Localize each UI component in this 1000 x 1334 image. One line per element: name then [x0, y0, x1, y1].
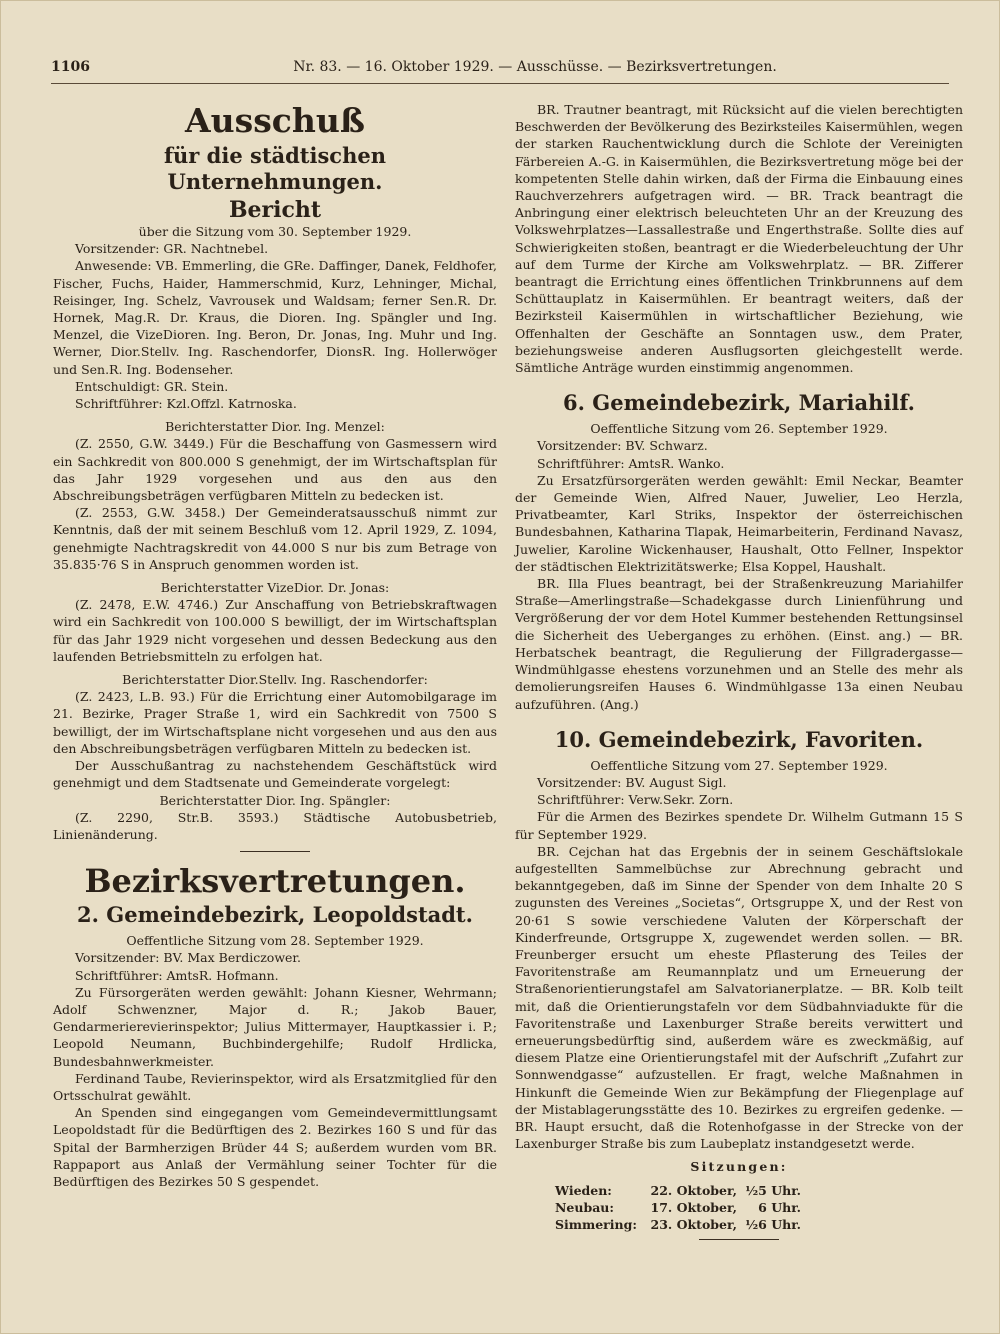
district-paragraph: BR. Cejchan hat das Ergebnis der in seinem Geschäftslokale aufgestellten Sammelbüchse zur Abrechnung gebracht und bekanntgegeben, daß im Sinne der Spender von dem Inhalte 20 S zugunsten des Vereines „Societas“, Ortsgruppe X, und der Rest von 20·61 S sowie verschiedene Valuten der Körperschaft der Kinderfreunde, Ortsgruppe X, zugewendet werden sollen. — BR. Freunberger ersucht um eheste Pflasterung des Teiles der Favoritenstraße am Reumannplatz und um Erneuerung der Straßenorientierungstafel am Salvatorianerplatze. — BR. Kolb teilt mit, daß die Orientierungstafeln vor dem Südbahnviadukte für die Favoritenstraße und Laxenburger Straße bereits verwittert und erneuerungsbedürftig sind, außerdem wäre es zweckmäßig, auf diesem Platze eine Orientierungstafel mit der Aufschrift „Zufahrt zur Sonnwendgasse“ aufzustellen. Er fragt, welche Maßnahmen in Hinkunft die Gemeinde Wien zur Bekämpfung der Fliegenplage auf der Mistablagerungsstätte des 10. Bezirkes zu ergreifen gedenke. — BR. Haupt ersucht, daß die Rotenhofgasse in der Strecke von der Laxenburger Straße bis zum Laubeplatz instandgesetzt werde.	[515, 843, 963, 1152]
session-place: Simmering:	[555, 1216, 637, 1232]
reporter-heading: Berichterstatter Dior. Ing. Spängler:	[159, 792, 391, 808]
district-title: 10. Gemeindebezirk, Favoriten.	[554, 726, 924, 752]
end-rule	[699, 1239, 779, 1240]
section-title: Bezirksvertretungen.	[84, 862, 466, 901]
district-paragraph: Zu Ersatzfürsorgeräten werden gewählt: Emil Neckar, Beamter der Gemeinde Wien, Alfred Nauer, Juwelier, Leo Herzla, Privatbeamter, Karl Striks, Inspektor der österreichischen Bundesbahnen, Katharina Tlapak, Heimarbeiterin, Ferdinand Navasz, Juwelier, Karoline Wickenhauser, Haushalt, Otto Fellner, Inspektor der städtischen Elektrizitätswerke; Elsa Koppel, Haushalt.	[515, 472, 963, 574]
committee-subtitle: für die städtischen Unternehmungen.	[163, 143, 386, 194]
district-session: Oeffentliche Sitzung vom 28. September 1929.	[126, 933, 424, 949]
district-paragraph: Ferdinand Taube, Revierinspektor, wird als Ersatzmitglied für den Ortsschulrat gewählt.	[53, 1070, 497, 1103]
excused-line: Entschuldigt: GR. Stein.	[75, 378, 229, 394]
session-row	[555, 1216, 963, 1233]
header-rule	[51, 83, 949, 84]
session-date: über die Sitzung vom 30. September 1929.	[138, 224, 412, 239]
district-paragraph: BR. Trautner beantragt, mit Rücksicht auf die vielen berechtigten Beschwerden der Bevölkerung des Bezirksteiles Kaisermühlen, wegen der starken Rauchentwicklung durch die Schlote der Vereinigten Färbereien A.-G. in Kaisermühlen, die Bezirksvertretung möge bei der kompetenten Stelle dahin wirken, daß der Firma die Einbauung eines Rauchverzehrers aufgetragen wird. — BR. Track beantragt die Anbringung einer elektrisch beleuchteten Uhr an der Kreuzung des Volkswehrplatzes—Lassallestraße und Engerthstraße. Sollte dies auf Schwierigkeiten stoßen, beantragt er die Wiederbeleuchtung der Uhr auf dem Turme der Kirche am Volkswehrplatz. — BR. Zifferer beantragt die Errichtung eines öffentlichen Trinkbrunnens auf dem Schüttauplatz in Kaisermühlen. Er beantragt weiters, daß der Bezirksteil Kaisermühlen in wirtschaftlicher Beziehung, wie Offenhalten der Geschäfte an Sonntagen usw., dem Prater, beziehungsweise anderen Ausflugsorten gleichgestellt werde. Sämtliche Anträge wurden einstimmig angenommen.	[515, 102, 963, 376]
session-date: 23. Oktober,	[650, 1216, 737, 1232]
district-paragraph: BR. Illa Flues beantragt, bei der Straßenkreuzung Mariahilfer Straße—Amerlingstraße—Schadekgasse durch Linienführung und Vergrößerung der vor dem Hotel Kummer bestehenden Rettungsinsel die Sicherheit des Ueberganges zu erhöhen. (Einst. ang.) — BR. Herbatschek beantragt, die Regulierung der Fillgradergasse—Windmühlgasse ehestens vorzunehmen und an Stelle des mehr als demolierungsreifen Hauses 6. Windmühlgasse 13a einen Neubau aufzuführen. (Ang.)	[515, 576, 963, 712]
page-number: 1106	[51, 59, 90, 75]
session-time: ½6 Uhr.	[745, 1216, 801, 1232]
session-time: ½5 Uhr.	[745, 1182, 801, 1198]
district-session: Oeffentliche Sitzung vom 27. September 1929.	[590, 757, 888, 773]
district-title: 2. Gemeindebezirk, Leopoldstadt.	[77, 902, 473, 928]
item-paragraph: (Z. 2478, E.W. 4746.) Zur Anschaffung von Betriebskraftwagen wird ein Sachkredit von 100.000 S bewilligt, der im Wirtschaftsplan für das Jahr 1929 nicht vorgesehen und dessen Bedeckung aus den laufenden Betriebsmitteln zu erfolgen hat.	[53, 597, 497, 664]
committee-title: Ausschuß	[185, 101, 365, 140]
attendees: Anwesende: VB. Emmerling, die GRe. Daffinger, Danek, Feldhofer, Fischer, Fuchs, Haider, Hammerschmid, Kurz, Lehninger, Michal, Reisinger, Ing. Schelz, Vavrousek und Waldsam; ferner Sen.R. Dr. Hornek, Mag.R. Dr. Kraus, die Dioren. Ing. Spängler und Ing. Menzel, die VizeDioren. Ing. Beron, Dr. Jonas, Ing. Muhr und Ing. Werner, Dior.Stellv. Ing. Raschendorfer, DionsR. Ing. Hollerwöger und Sen.R. Ing. Bodenseher.	[53, 258, 497, 377]
item-paragraph: (Z. 2550, G.W. 3449.) Für die Beschaffung von Gasmessern wird ein Sachkredit von 800.000 S genehmigt, der im Wirtschaftsplan für das Jahr 1929 vorgesehen und aus den aus den Abschreibungsbeträgen verfügbaren Mitteln zu bedecken ist.	[53, 436, 497, 504]
sessions-list	[555, 1182, 963, 1234]
session-place: Wieden:	[555, 1182, 612, 1198]
district-title: 6. Gemeindebezirk, Mariahilf.	[563, 390, 915, 416]
report-heading: Bericht	[228, 197, 322, 223]
session-time: 6 Uhr.	[758, 1199, 801, 1215]
district-chair: Vorsitzender: BV. Max Berdiczower.	[75, 950, 302, 966]
district-secretary: Schriftführer: AmtsR. Hofmann.	[75, 967, 279, 983]
right-column	[515, 101, 963, 1240]
item-paragraph: Der Ausschußantrag zu nachstehendem Geschäftstück wird genehmigt und dem Stadtsenate und Gemeinderate vorgelegt:	[53, 758, 497, 791]
district-paragraph: Für die Armen des Bezirkes spendete Dr. Wilhelm Gutmann 15 S für September 1929.	[515, 809, 963, 842]
district-secretary: Schriftführer: Verw.Sekr. Zorn.	[537, 792, 734, 808]
sessions-heading: Sitzungen:	[690, 1159, 788, 1175]
session-date: 17. Oktober,	[650, 1199, 737, 1215]
left-column	[53, 101, 497, 1190]
district-secretary: Schriftführer: AmtsR. Wanko.	[537, 455, 725, 471]
session-place: Neubau:	[555, 1199, 615, 1215]
running-title: Nr. 83. — 16. Oktober 1929. — Ausschüsse. — Bezirksvertretungen.	[293, 59, 777, 75]
district-chair: Vorsitzender: BV. Schwarz.	[537, 438, 708, 454]
section-divider	[240, 851, 310, 852]
item-paragraph: (Z. 2553, G.W. 3458.) Der Gemeinderatsausschuß nimmt zur Kenntnis, daß der mit seinem Beschluß vom 12. April 1929, Z. 1094, genehmigte Nachtragskredit von 44.000 S nur bis zum Betrage von 35.835·76 S in Anspruch genommen worden ist.	[53, 505, 497, 572]
district-chair: Vorsitzender: BV. August Sigl.	[537, 774, 727, 790]
session-row	[555, 1199, 963, 1216]
session-date: 22. Oktober,	[650, 1182, 737, 1198]
item-paragraph: (Z. 2290, Str.B. 3593.) Städtische Autobusbetrieb, Linienänderung.	[53, 809, 497, 842]
item-paragraph: (Z. 2423, L.B. 93.) Für die Errichtung einer Automobilgarage im 21. Bezirke, Prager Straße 1, wird ein Sachkredit von 7500 S bewilligt, der im Wirtschaftsplane nicht vorgesehen und aus den aus den Abschreibungsbeträgen verfügbaren Mitteln zu bedecken ist.	[53, 689, 497, 756]
district-session: Oeffentliche Sitzung vom 26. September 1929.	[590, 421, 888, 437]
reporter-heading: Berichterstatter VizeDior. Dr. Jonas:	[160, 580, 390, 596]
district-paragraph: An Spenden sind eingegangen vom Gemeindevermittlungsamt Leopoldstadt für die Bedürftigen des 2. Bezirkes 160 S und für das Spital der Barmherzigen Brüder 44 S; außerdem wurden vom BR. Rappaport aus Anlaß der Vermählung seiner Tochter für die Bedürftigen des Bezirkes 50 S gespendet.	[53, 1105, 497, 1189]
session-row	[555, 1182, 963, 1199]
reporter-heading: Berichterstatter Dior. Ing. Menzel:	[165, 419, 385, 435]
chair-line: Vorsitzender: GR. Nachtnebel.	[75, 241, 269, 257]
reporter-heading: Berichterstatter Dior.Stellv. Ing. Raschendorfer:	[122, 672, 428, 688]
secretary-line: Schriftführer: Kzl.Offzl. Katrnoska.	[75, 396, 297, 412]
district-paragraph: Zu Fürsorgeräten werden gewählt: Johann Kiesner, Wehrmann; Adolf Schwenzner, Major d. R.; Jakob Bauer, Gendarmerierevierinspektor; Julius Mittermayer, Hauptkassier i. P.; Leopold Neumann, Buchbindergehilfe; Rudolf Hrdlicka, Bundesbahnwerkmeister.	[53, 984, 497, 1069]
page-header	[51, 59, 949, 81]
